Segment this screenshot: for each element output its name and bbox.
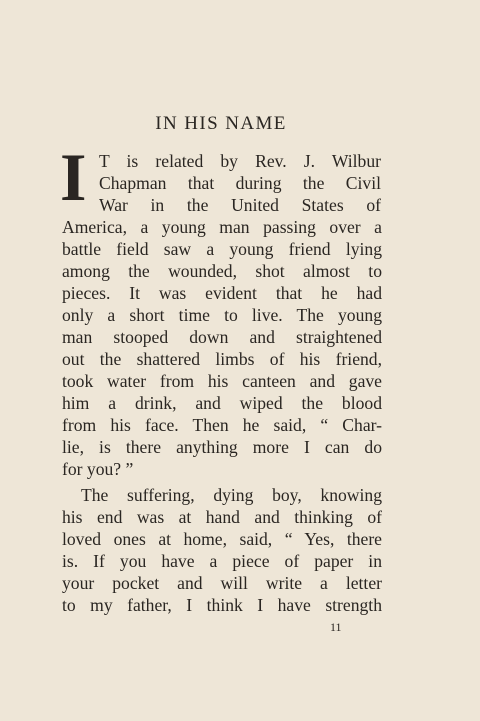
- text-line: America, a young man passing over a: [62, 217, 382, 237]
- text-line: only a short time to live. The young: [62, 305, 382, 325]
- text-line: lie, is there anything more I can do: [62, 437, 382, 457]
- text-line: pieces. It was evident that he had: [62, 283, 382, 303]
- text-line: man stooped down and straightened: [62, 327, 382, 347]
- drop-cap: I: [60, 139, 87, 215]
- text-line: loved ones at home, said, “ Yes, there: [62, 529, 382, 549]
- text-line: to my father, I think I have strength: [62, 595, 382, 615]
- page-number: 11: [330, 620, 342, 634]
- text-line: T is related by Rev. J. Wilbur: [99, 151, 381, 171]
- text-line: took water from his canteen and gave: [62, 371, 382, 391]
- text-line: battle field saw a young friend lying: [62, 239, 382, 259]
- text-line: from his face. Then he said, “ Char-: [62, 415, 382, 435]
- text-line: is. If you have a piece of paper in: [62, 551, 382, 571]
- text-line: Chapman that during the Civil: [99, 173, 381, 193]
- text-line: him a drink, and wiped the blood: [62, 393, 382, 413]
- text-line: his end was at hand and thinking of: [62, 507, 382, 527]
- text-line: The suffering, dying boy, knowing: [81, 485, 382, 505]
- text-line: for you? ”: [62, 459, 134, 479]
- text-line: among the wounded, shot almost to: [62, 261, 382, 281]
- chapter-title: IN HIS NAME: [155, 113, 287, 134]
- text-line: out the shattered limbs of his friend,: [62, 349, 382, 369]
- text-line: War in the United States of: [99, 195, 381, 215]
- text-line: your pocket and will write a letter: [62, 573, 382, 593]
